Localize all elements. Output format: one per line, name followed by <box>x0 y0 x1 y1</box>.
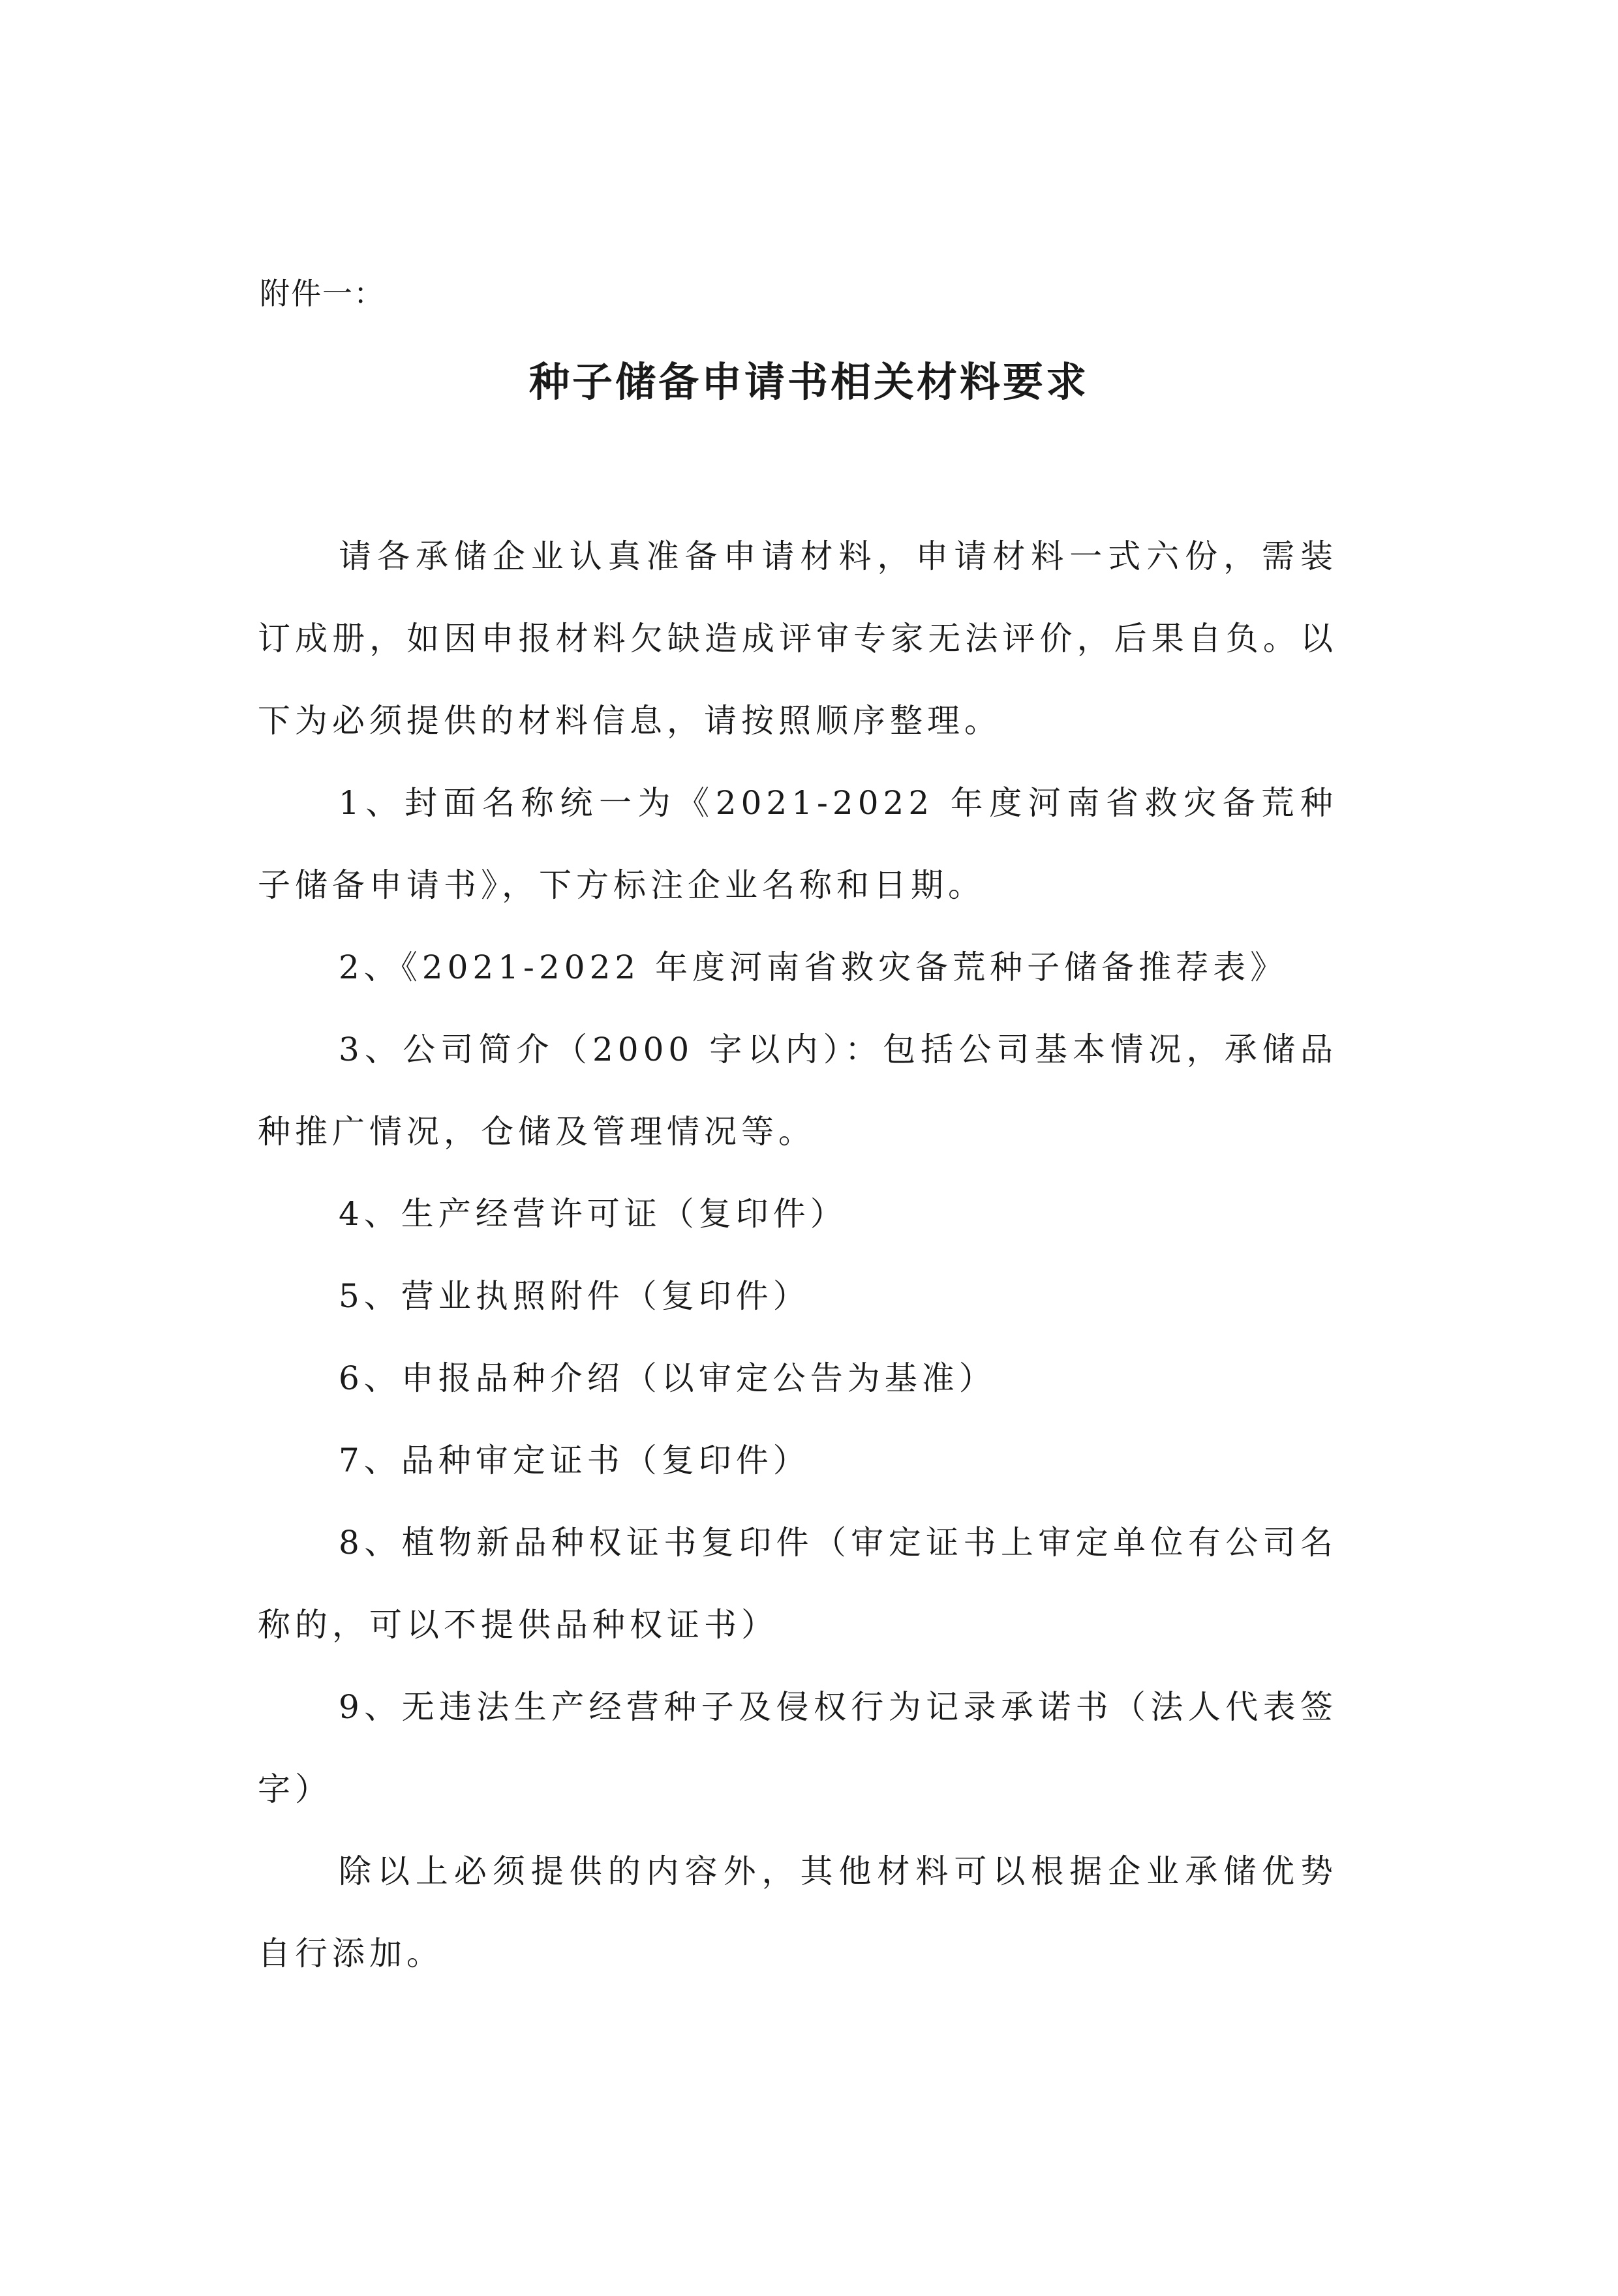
list-item-3: 3、公司简介（2000 字以内）：包括公司基本情况，承储品种推广情况，仓储及管理情况等。 <box>258 1031 1337 1151</box>
list-item-6: 6、申报品种介绍（以审定公告为基准） <box>339 1359 996 1397</box>
document-body <box>258 515 1337 1995</box>
list-item-8: 8、植物新品种权证书复印件（审定证书上审定单位有公司名称的，可以不提供品种权证书） <box>258 1524 1337 1644</box>
intro-paragraph: 请各承储企业认真准备申请材料，申请材料一式六份，需装订成册，如因申报材料欠缺造成评审专家无法评价，后果自负。以下为必须提供的材料信息，请按照顺序整理。 <box>258 537 1337 740</box>
list-item-2: 2、《2021-2022 年度河南省救灾备荒种子储备推荐表》 <box>339 948 1288 986</box>
list-item-1: 1、封面名称统一为《2021-2022 年度河南省救灾备荒种子储备申请书》，下方标注企业名称和日期。 <box>258 784 1337 904</box>
document-title: 种子储备申请书相关材料要求 <box>528 358 1089 406</box>
list-item-4: 4、生产经营许可证（复印件） <box>339 1195 847 1233</box>
list-item-9: 9、无违法生产经营种子及侵权行为记录承诺书（法人代表签字） <box>258 1688 1337 1808</box>
list-item-5: 5、营业执照附件（复印件） <box>339 1277 810 1315</box>
closing-paragraph: 除以上必须提供的内容外，其他材料可以根据企业承储优势自行添加。 <box>258 1852 1337 1972</box>
list-item-7: 7、品种审定证书（复印件） <box>339 1442 810 1479</box>
attachment-label: 附件一： <box>260 276 385 311</box>
